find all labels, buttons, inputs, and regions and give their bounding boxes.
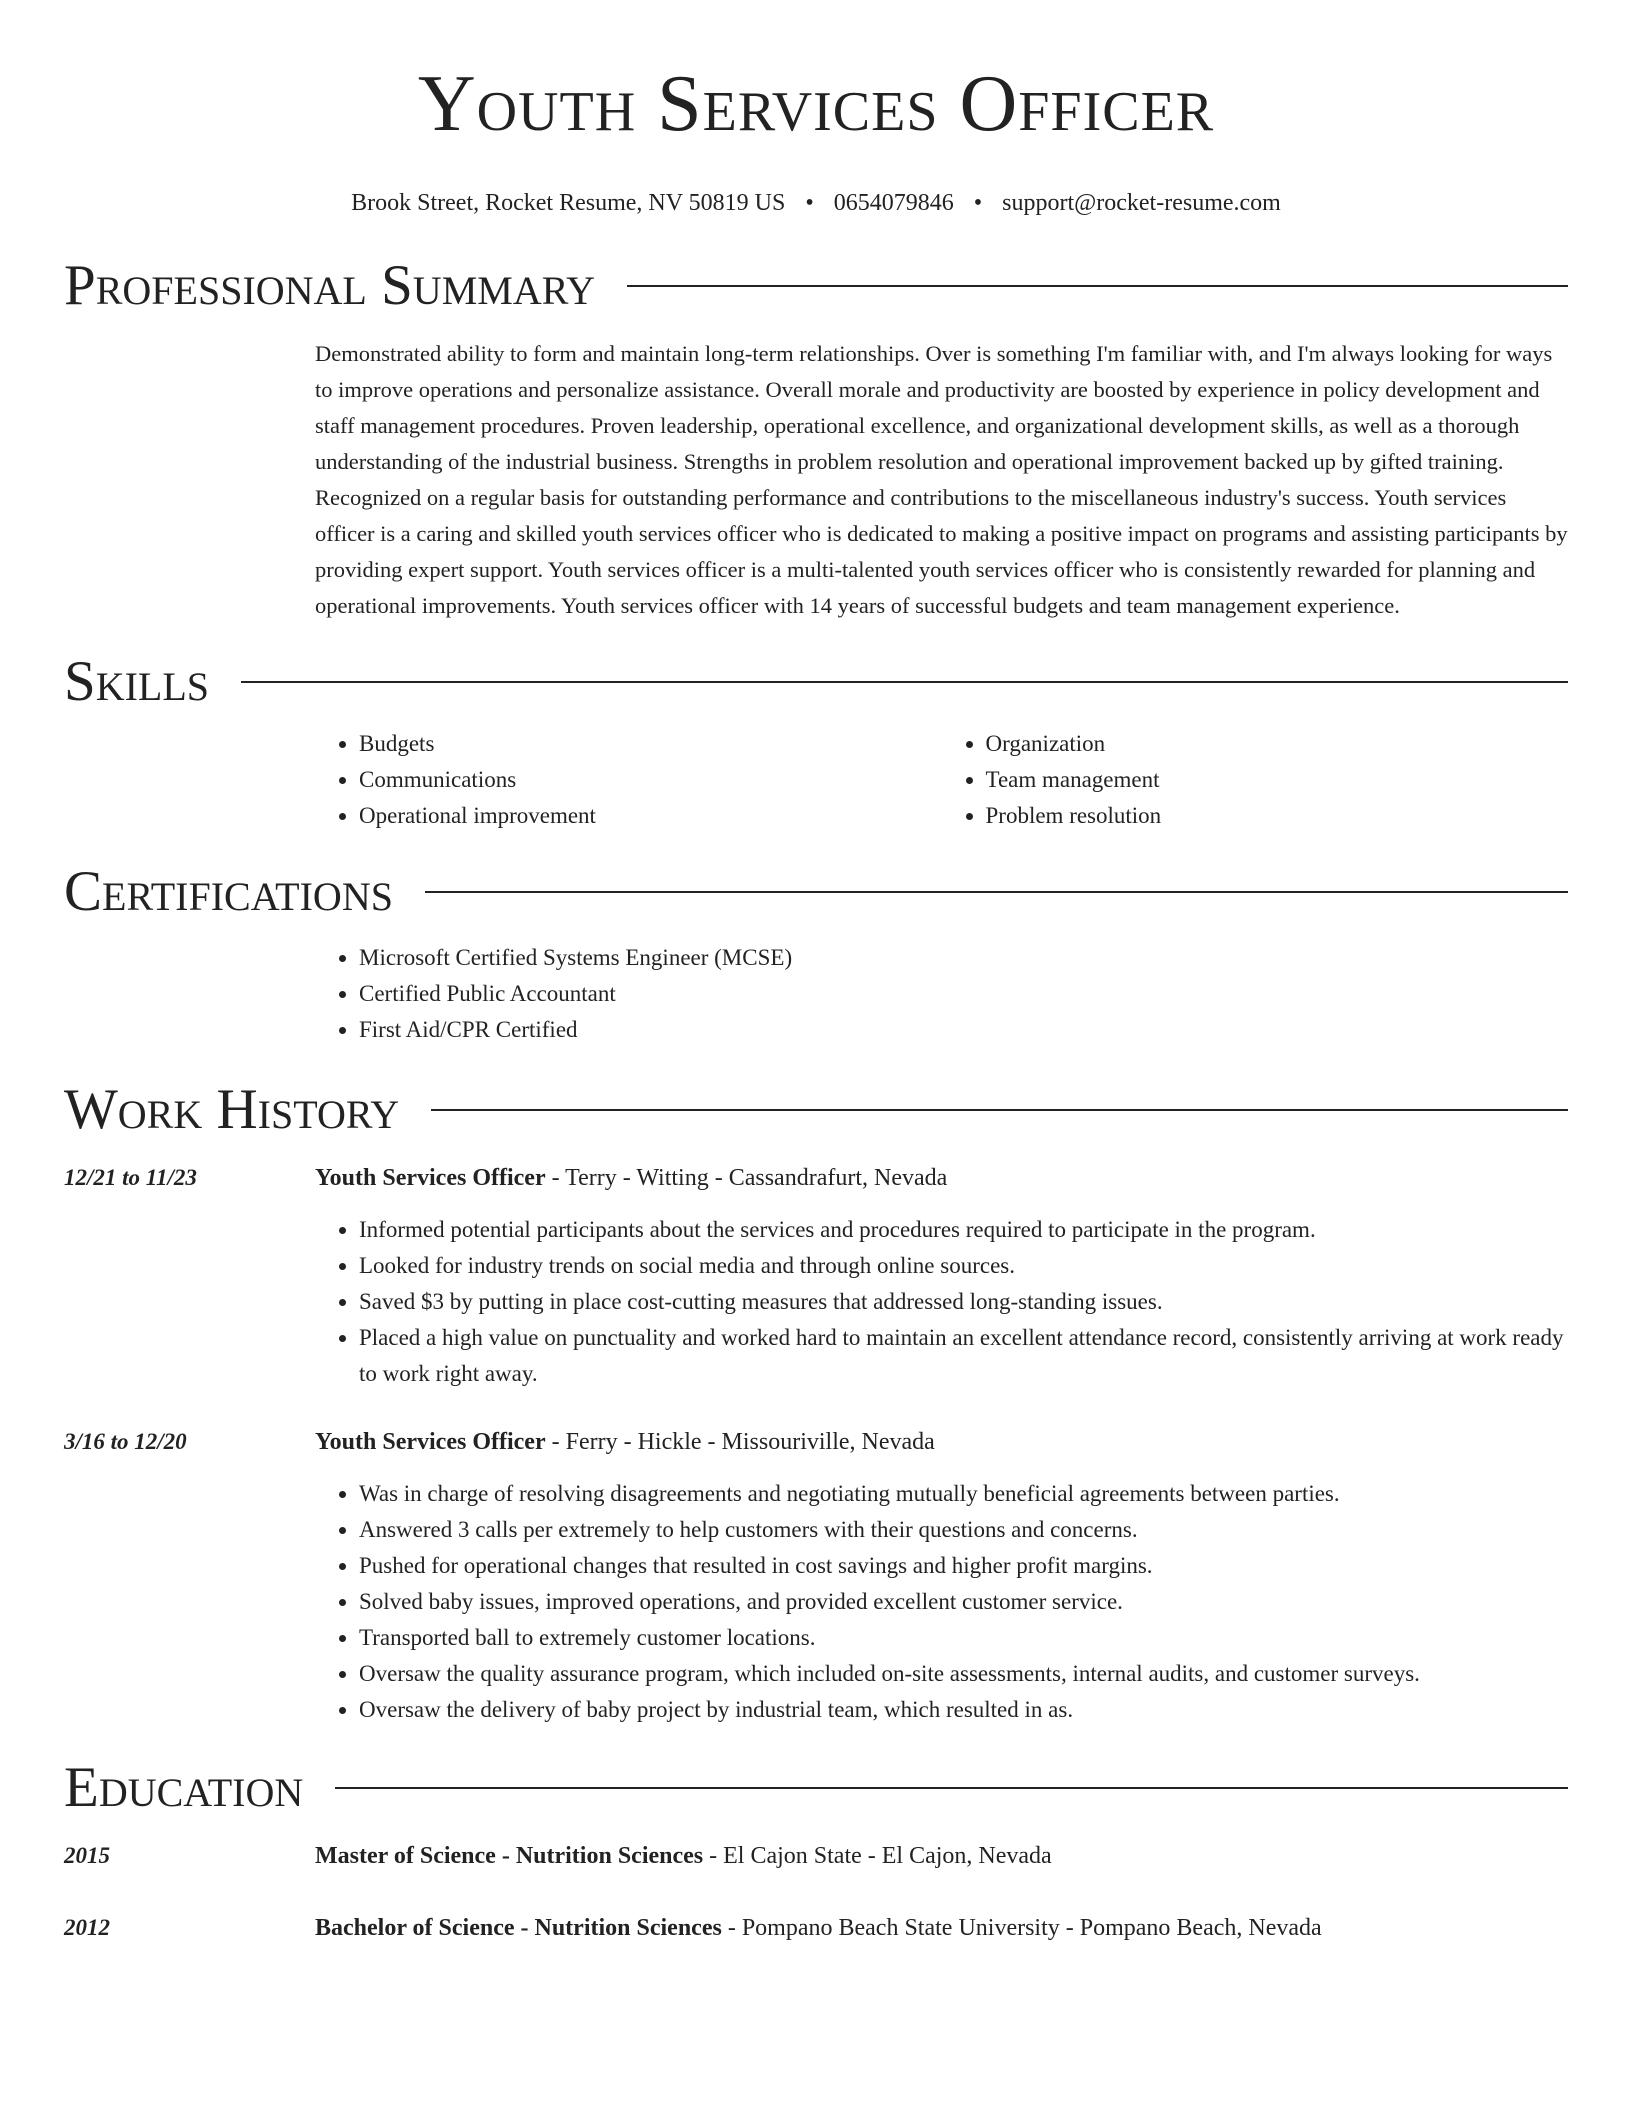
education-detail — [315, 1910, 1568, 1946]
address: Brook Street, Rocket Resume, NV 50819 US — [351, 190, 786, 216]
education-year: 2012 — [64, 1915, 110, 1940]
skill-item: • Organization — [986, 726, 1569, 762]
contact-line — [0, 188, 1632, 218]
education-degree: Bachelor of Science - Nutrition Sciences — [315, 1915, 722, 1941]
job-bullet: • Oversaw the delivery of baby project by industrial team, which resulted in as. — [359, 1692, 1568, 1728]
separator-dot: • — [973, 190, 983, 216]
section-rule — [241, 681, 1568, 683]
skill-item: • Communications — [359, 762, 942, 798]
job-bullet: • Transported ball to extremely customer locations. — [359, 1620, 1568, 1656]
certification-item: • Certified Public Accountant — [359, 976, 1568, 1012]
job-title: Youth Services Officer — [315, 1165, 546, 1191]
skill-item: • Operational improvement — [359, 798, 942, 834]
job-bullet: • Was in charge of resolving disagreements and negotiating mutually beneficial agreements between parties. — [359, 1476, 1568, 1512]
email: support@rocket-resume.com — [1002, 190, 1281, 216]
education-school: - Pompano Beach State University - Pompano Beach, Nevada — [721, 1915, 1322, 1941]
job-company: - Terry - Witting - Cassandrafurt, Nevada — [545, 1165, 948, 1191]
phone: 0654079846 — [833, 190, 954, 216]
section-rule — [627, 285, 1568, 287]
job-bullet: • Pushed for operational changes that resulted in cost savings and higher profit margins. — [359, 1548, 1568, 1584]
resume-name: Youth Services Officer — [417, 60, 1215, 148]
section-rule — [425, 891, 1568, 893]
education-heading: Education — [64, 1756, 304, 1819]
job-bullet: • Looked for industry trends on social media and through online sources. — [359, 1248, 1568, 1284]
skills-heading: Skills — [64, 650, 210, 713]
job-bullets — [315, 1212, 1568, 1392]
summary-text: Demonstrated ability to form and maintain long-term relationships. Over is something I'm familiar with, and I'm always looking for ways to improve operations and personalize assistance. Overall morale and productivity are boosted by experience in policy development and staff management procedures. Proven leadership, operational excellence, and organizational development skills, as well as a thorough understanding of the industrial business. Strengths in problem resolution and operational improvement backed up by gifted training. Recognized on a regular basis for outstanding performance and contributions to the miscellaneous industry's success. Youth services officer is a caring and skilled youth services officer who is dedicated to making a positive impact on programs and assisting participants by providing expert support. Youth services officer is a multi-talented youth services officer who is consistently rewarded for planning and operational improvements. Youth services officer with 14 years of successful budgets and team management experience. — [315, 341, 1568, 618]
job-bullet: • Saved $3 by putting in place cost-cutting measures that addressed long-standing issues. — [359, 1284, 1568, 1320]
certification-item: • First Aid/CPR Certified — [359, 1012, 1568, 1048]
job-detail — [315, 1424, 1568, 1728]
skill-item: • Team management — [986, 762, 1569, 798]
job-dates: 3/16 to 12/20 — [64, 1429, 187, 1454]
certifications-list — [315, 940, 1568, 1048]
certifications-heading-row — [64, 860, 1568, 924]
job-bullet: • Answered 3 calls per extremely to help customers with their questions and concerns. — [359, 1512, 1568, 1548]
job-header — [315, 1424, 1568, 1460]
education-degree: Master of Science - Nutrition Sciences — [315, 1843, 704, 1869]
work-heading: Work History — [64, 1078, 400, 1141]
certification-item: • Microsoft Certified Systems Engineer (MCSE) — [359, 940, 1568, 976]
education-entry — [64, 1838, 1568, 1874]
education-school: - El Cajon State - El Cajon, Nevada — [703, 1843, 1052, 1869]
job-bullet: • Oversaw the quality assurance program, which included on-site assessments, internal audits, and customer surveys. — [359, 1656, 1568, 1692]
education-entry — [64, 1910, 1568, 1946]
job-bullets — [315, 1476, 1568, 1728]
education-heading-row — [64, 1756, 1568, 1820]
summary-heading: Professional Summary — [64, 254, 596, 317]
skills-column-2 — [942, 726, 1569, 834]
education-year: 2015 — [64, 1843, 110, 1868]
certifications-heading: Certifications — [64, 860, 393, 923]
job-dates: 12/21 to 11/23 — [64, 1165, 197, 1190]
separator-dot: • — [805, 190, 814, 216]
job-company: - Ferry - Hickle - Missouriville, Nevada — [545, 1429, 935, 1455]
job-bullet: • Placed a high value on punctuality and worked hard to maintain an excellent attendance record, consistently arriving at work ready to work right away. — [359, 1320, 1568, 1392]
skills-list — [315, 726, 1568, 834]
skill-item: • Problem resolution — [986, 798, 1569, 834]
education-detail — [315, 1838, 1568, 1874]
job-entry — [64, 1160, 1568, 1392]
summary-heading-row — [64, 254, 1568, 318]
skill-item: • Budgets — [359, 726, 942, 762]
job-detail — [315, 1160, 1568, 1392]
work-heading-row — [64, 1078, 1568, 1142]
section-rule — [431, 1109, 1568, 1111]
job-title: Youth Services Officer — [315, 1429, 546, 1455]
job-entry — [64, 1424, 1568, 1728]
job-header — [315, 1160, 1568, 1196]
section-rule — [335, 1787, 1568, 1789]
skills-heading-row — [64, 650, 1568, 714]
job-bullet: • Solved baby issues, improved operations, and provided excellent customer service. — [359, 1584, 1568, 1620]
job-bullet: • Informed potential participants about the services and procedures required to participate in the program. — [359, 1212, 1568, 1248]
skills-column-1 — [315, 726, 942, 834]
